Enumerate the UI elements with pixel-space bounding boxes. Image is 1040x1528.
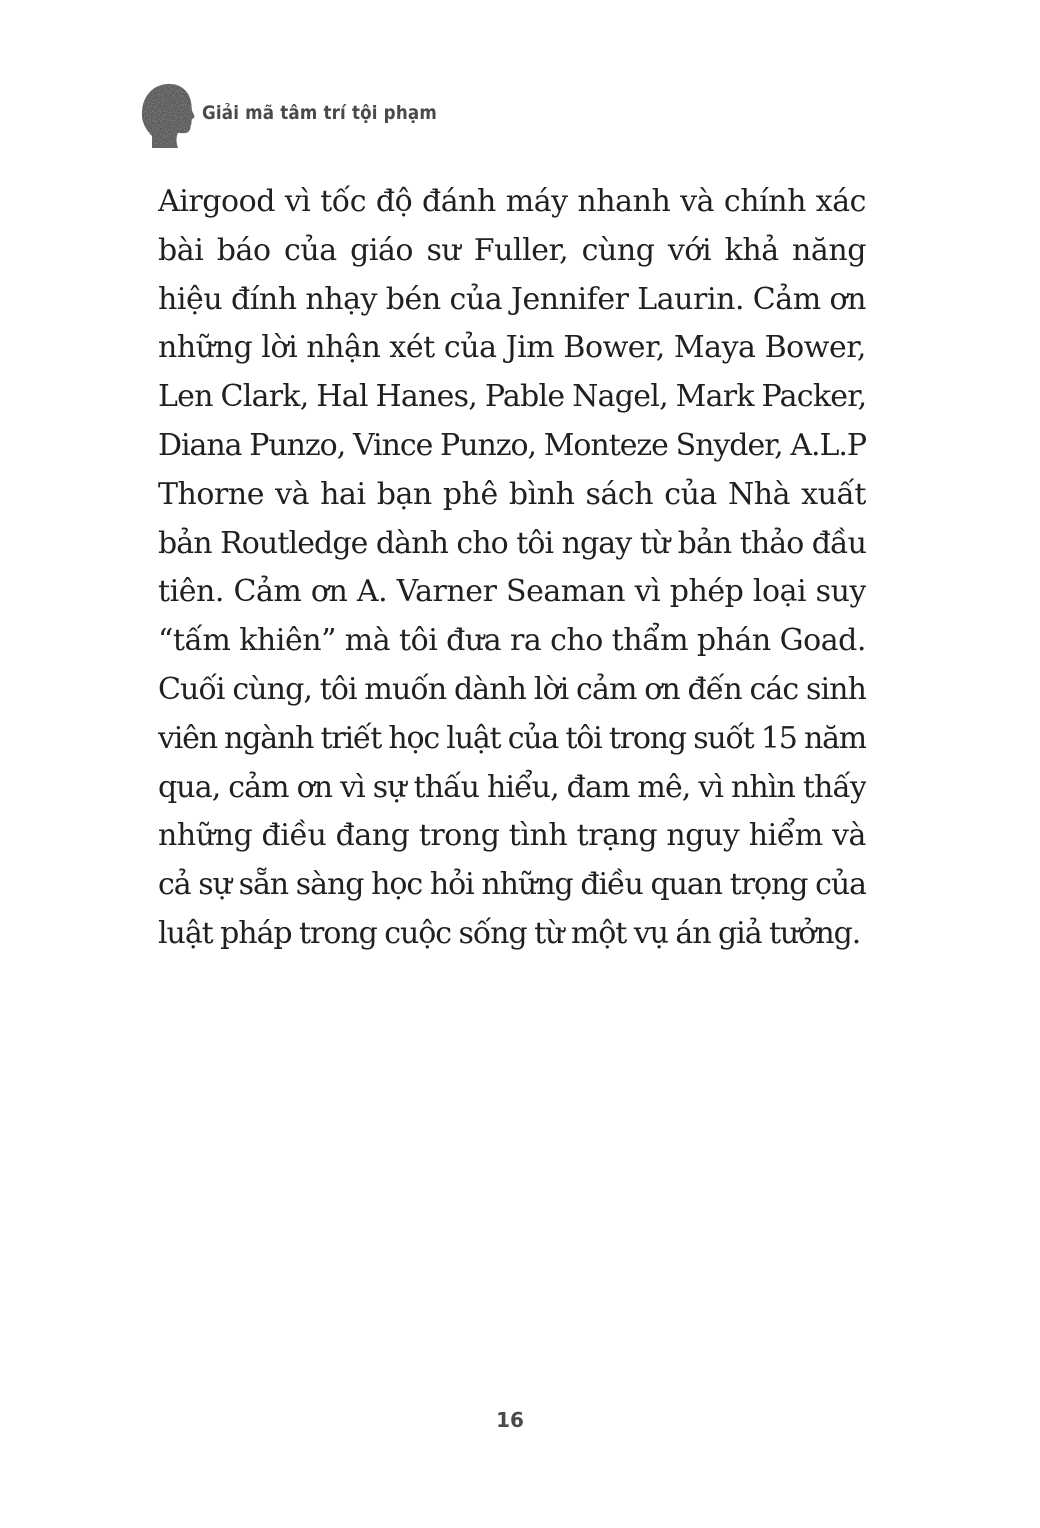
paragraph-line: Cuối cùng, tôi muốn dành lời cảm ơn đến các sinh (158, 671, 866, 707)
paragraph-line: Airgood vì tốc độ đánh máy nhanh và chính xác (158, 184, 866, 219)
paragraph-line: cả sự sẵn sàng học hỏi những điều quan trọng của (158, 867, 866, 903)
paragraph-line: qua, cảm ơn vì sự thấu hiểu, đam mê, vì nhìn thấy (158, 769, 866, 805)
paragraph-line: tiên. Cảm ơn A. Varner Seaman vì phép loại suy (158, 574, 866, 610)
paragraph-line: Diana Punzo, Vince Punzo, Monteze Snyder, A.L.P (158, 427, 866, 463)
paragraph-line: viên ngành triết học luật của tôi trong suốt 15 năm (158, 720, 866, 756)
paragraph-line: những điều đang trong tình trạng nguy hiểm và (158, 818, 866, 854)
page-number: 16 (496, 1408, 524, 1432)
paragraph-line: những lời nhận xét của Jim Bower, Maya Bower, (158, 330, 866, 366)
paragraph-line: hiệu đính nhạy bén của Jennifer Laurin. Cảm ơn (158, 281, 866, 317)
paragraph-line: “tấm khiên” mà tôi đưa ra cho thẩm phán Goad. (158, 623, 866, 659)
paragraph-line: Thorne và hai bạn phê bình sách của Nhà xuất (158, 476, 866, 512)
paragraph-line: Len Clark, Hal Hanes, Pable Nagel, Mark Packer, (158, 379, 866, 415)
running-header-title: Giải mã tâm trí tội phạm (202, 102, 437, 124)
paragraph-line: bản Routledge dành cho tôi ngay từ bản thảo đầu (158, 525, 866, 561)
body-paragraph (158, 178, 866, 959)
running-header (138, 78, 469, 150)
paragraph-line: bài báo của giáo sư Fuller, cùng với khả năng (158, 232, 866, 268)
paragraph-line-last: luật pháp trong cuộc sống từ một vụ án giả tưởng. (158, 915, 861, 951)
human-head-profile-icon (138, 78, 196, 150)
